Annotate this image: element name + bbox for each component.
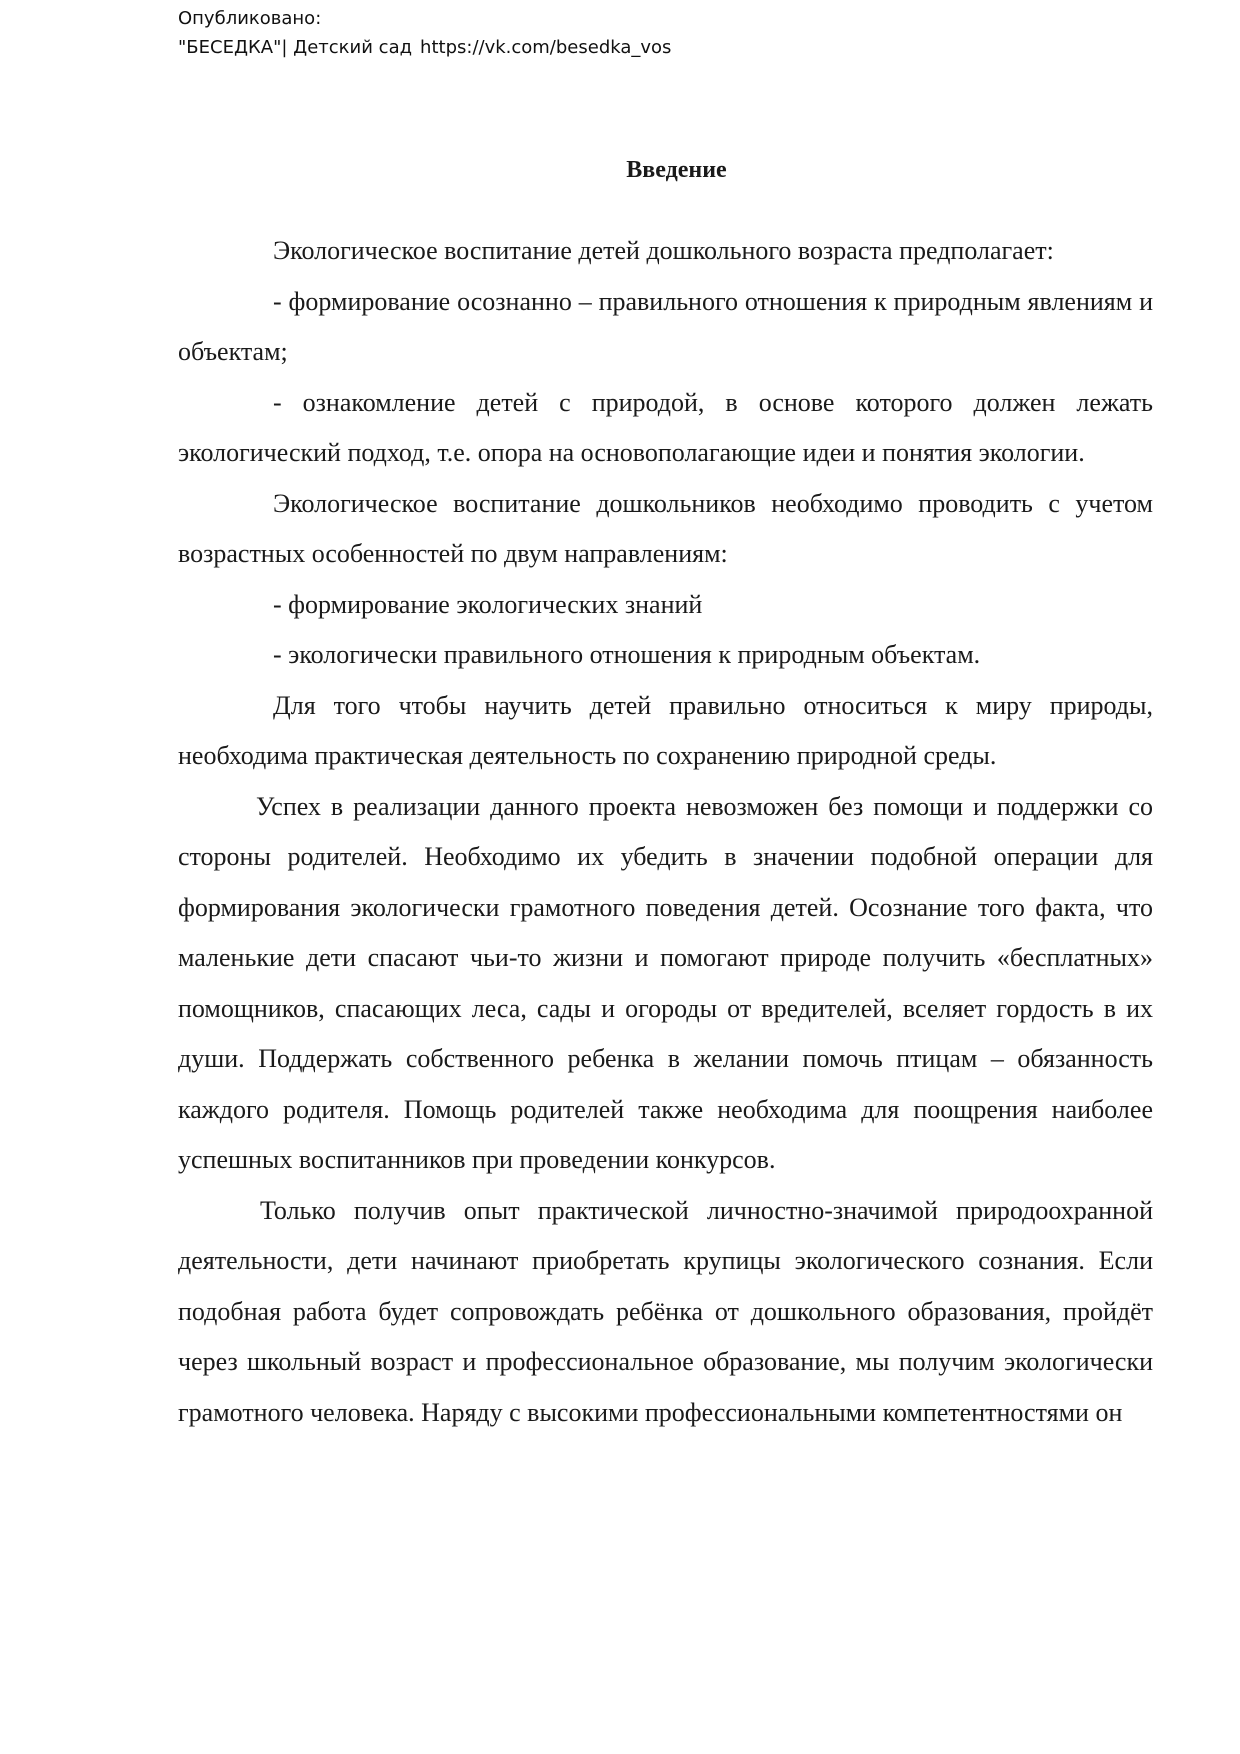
paragraph-list-item: - формирование экологических знаний <box>273 589 703 619</box>
paragraph-list-item: - формирование осознанно – правильного отношения к природным явлениям и объектам; <box>178 286 1153 366</box>
paragraph-list-item: - экологически правильного отношения к природным объектам. <box>273 640 981 669</box>
paragraph-intro: Экологическое воспитание детей дошкольного возраста предполагает: <box>273 236 1054 265</box>
paragraph-list-item: - ознакомление детей с природой, в основе которого должен лежать экологический подход, т.е. опора на основополагающие идеи и понятия экологии. <box>178 387 1153 467</box>
site-name: "БЕСЕДКА"| Детский сад <box>178 37 413 58</box>
document-title: Введение <box>626 157 727 183</box>
published-label: Опубликовано: <box>178 8 322 29</box>
publication-header <box>178 4 671 62</box>
document-body <box>178 154 1153 1438</box>
site-url[interactable]: https://vk.com/besedka_vos <box>420 37 672 58</box>
publication-source <box>178 33 671 62</box>
paragraph: Экологическое воспитание дошкольников необходимо проводить с учетом возрастных особенностей по двум направлениям: <box>178 488 1153 568</box>
paragraph: Успех в реализации данного проекта невозможен без помощи и поддержки со стороны родителей. Необходимо их убедить в значении подобной операции для формирования экологически грамотного поведения детей. Осознание того факта, что маленькие дети спасают чьи-то жизни и помогают природе получить «бесплатных» помощников, спасающих леса, сады и огороды от вредителей, вселяет гордость в их души. Поддержать собственного ребенка в желании помочь птицам – обязанность каждого родителя. Помощь родителей также необходима для поощрения наиболее успешных воспитанников при проведении конкурсов. <box>178 791 1153 1174</box>
paragraph: Только получив опыт практической личностно-значимой природоохранной деятельности, дети начинают приобретать крупицы экологического сознания. Если подобная работа будет сопровождать ребёнка от дошкольного образования, пройдёт через школьный возраст и профессиональное образование, мы получим экологически грамотного человека. Наряду с высокими профессиональными компетентностями он <box>178 1195 1153 1427</box>
paragraph: Для того чтобы научить детей правильно относиться к миру природы, необходима практическая деятельность по сохранению природной среды. <box>178 690 1153 770</box>
